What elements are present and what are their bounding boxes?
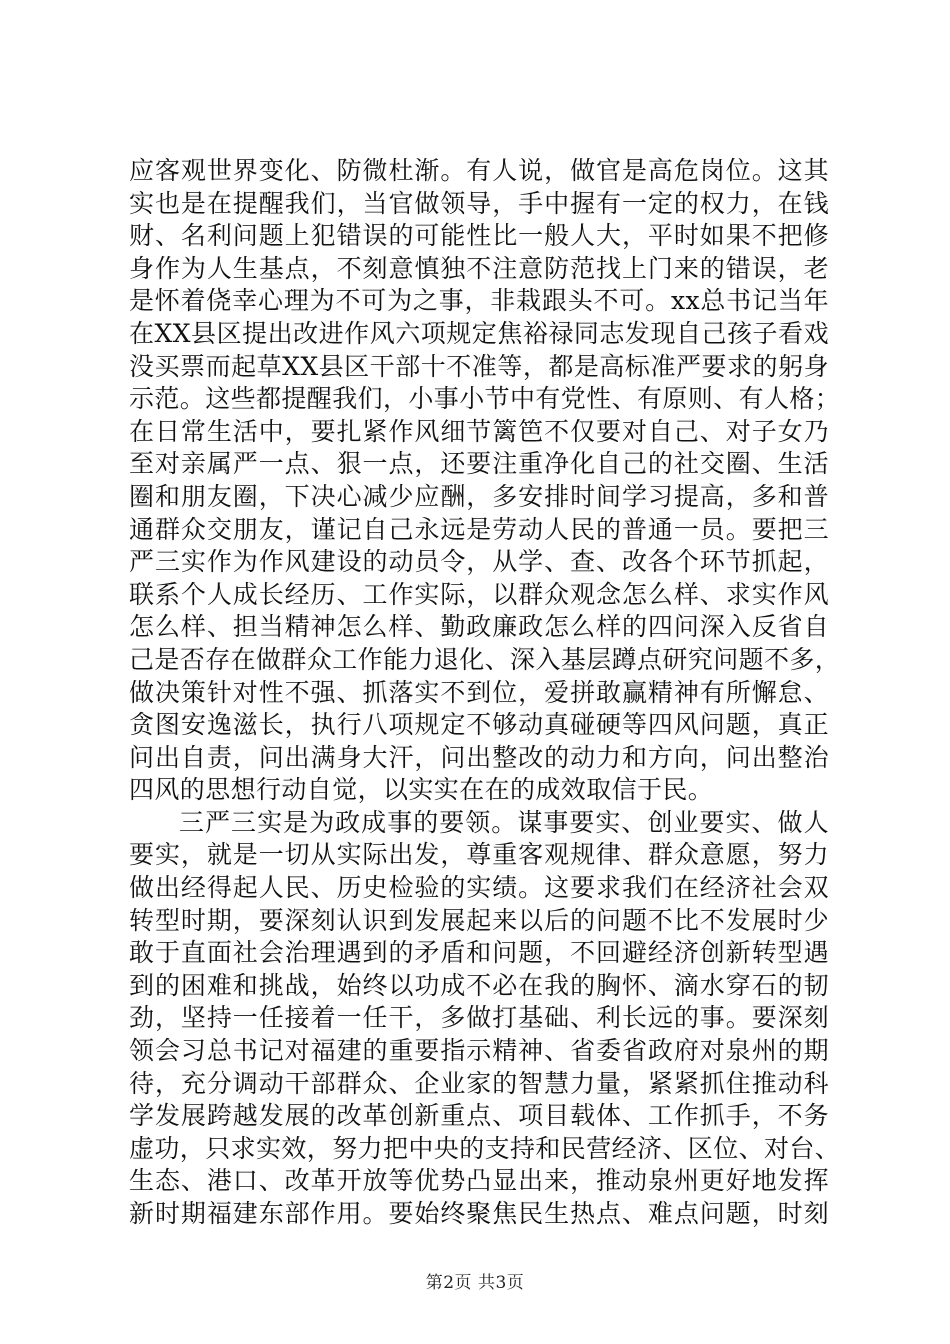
- text-line: 贪图安逸滋长，执行八项规定不够动真碰硬等四风问题，真正: [129, 710, 829, 740]
- text-line: 虚功，只求实效，努力把中央的支持和民营经济、区位、对台、: [129, 1133, 841, 1163]
- text-line: 生态、港口、改革开放等优势凸显出来，推动泉州更好地发挥: [129, 1166, 829, 1196]
- text-line: 圈和朋友圈，下决心减少应酬，多安排时间学习提高，多和普: [129, 481, 829, 511]
- text-line: 做决策针对性不强、抓落实不到位，爱拼敢赢精神有所懈怠、: [129, 677, 829, 707]
- text-line: 问出自责，问出满身大汗，问出整改的动力和方向，问出整治: [129, 742, 829, 772]
- text-line: 是怀着侥幸心理为不可为之事，非栽跟头不可。xx总书记当年: [129, 286, 829, 316]
- text-line: 己是否存在做群众工作能力退化、深入基层蹲点研究问题不多，: [129, 644, 841, 674]
- text-line: 严三实作为作风建设的动员令，从学、查、改各个环节抓起，: [129, 547, 829, 577]
- text-line: 敢于直面社会治理遇到的矛盾和问题，不回避经济创新转型遇: [129, 938, 829, 968]
- text-line: 身作为人生基点，不刻意慎独不注意防范找上门来的错误，老: [129, 253, 829, 283]
- text-line: 待，充分调动干部群众、企业家的智慧力量，紧紧抓住推动科: [129, 1068, 829, 1098]
- text-line: 劲，坚持一任接着一任干，多做打基础、利长远的事。要深刻: [129, 1003, 829, 1033]
- text-line: 示范。这些都提醒我们，小事小节中有党性、有原则、有人格；: [129, 384, 841, 414]
- text-line: 领会习总书记对福建的重要指示精神、省委省政府对泉州的期: [129, 1036, 829, 1066]
- text-line: 通群众交朋友，谨记自己永远是劳动人民的普通一员。要把三: [129, 514, 829, 544]
- text-line: 至对亲属严一点、狠一点，还要注重净化自己的社交圈、生活: [129, 449, 829, 479]
- text-line: 新时期福建东部作用。要始终聚焦民生热点、难点问题，时刻: [129, 1199, 829, 1228]
- text-line: 学发展跨越发展的改革创新重点、项目载体、工作抓手，不务: [129, 1101, 829, 1131]
- text-line: 应客观世界变化、防微杜渐。有人说，做官是高危岗位。这其: [129, 156, 829, 185]
- text-line: 财、名利问题上犯错误的可能性比一般人大，平时如果不把修: [129, 221, 829, 251]
- text-line: 转型时期，要深刻认识到发展起来以后的问题不比不发展时少: [129, 905, 829, 935]
- text-line: 三严三实是为政成事的要领。谋事要实、创业要实、做人: [179, 807, 829, 837]
- text-line: 四风的思想行动自觉，以实实在在的成效取信于民。: [129, 775, 714, 805]
- page-body: [129, 155, 841, 1231]
- paragraph-1: [129, 155, 841, 807]
- text-line: 要实，就是一切从实际出发，尊重客观规律、群众意愿，努力: [129, 840, 829, 870]
- text-line: 怎么样、担当精神怎么样、勤政廉政怎么样的四问深入反省自: [129, 612, 829, 642]
- text-line: 到的困难和挑战，始终以功成不必在我的胸怀、滴水穿石的韧: [129, 970, 829, 1000]
- page-footer: 第2页 共3页: [425, 1273, 525, 1293]
- paragraph-2: [129, 807, 841, 1231]
- text-line: 实也是在提醒我们，当官做领导，手中握有一定的权力，在钱: [129, 188, 829, 218]
- text-line: 在日常生活中，要扎紧作风细节篱笆不仅要对自己、对子女乃: [129, 416, 829, 446]
- text-line: 没买票而起草XX县区干部十不准等，都是高标准严要求的躬身: [129, 351, 829, 381]
- text-line: 联系个人成长经历、工作实际，以群众观念怎么样、求实作风: [129, 579, 829, 609]
- text-line: 做出经得起人民、历史检验的实绩。这要求我们在经济社会双: [129, 873, 829, 903]
- text-line: 在XX县区提出改进作风六项规定焦裕禄同志发现自己孩子看戏: [129, 318, 829, 348]
